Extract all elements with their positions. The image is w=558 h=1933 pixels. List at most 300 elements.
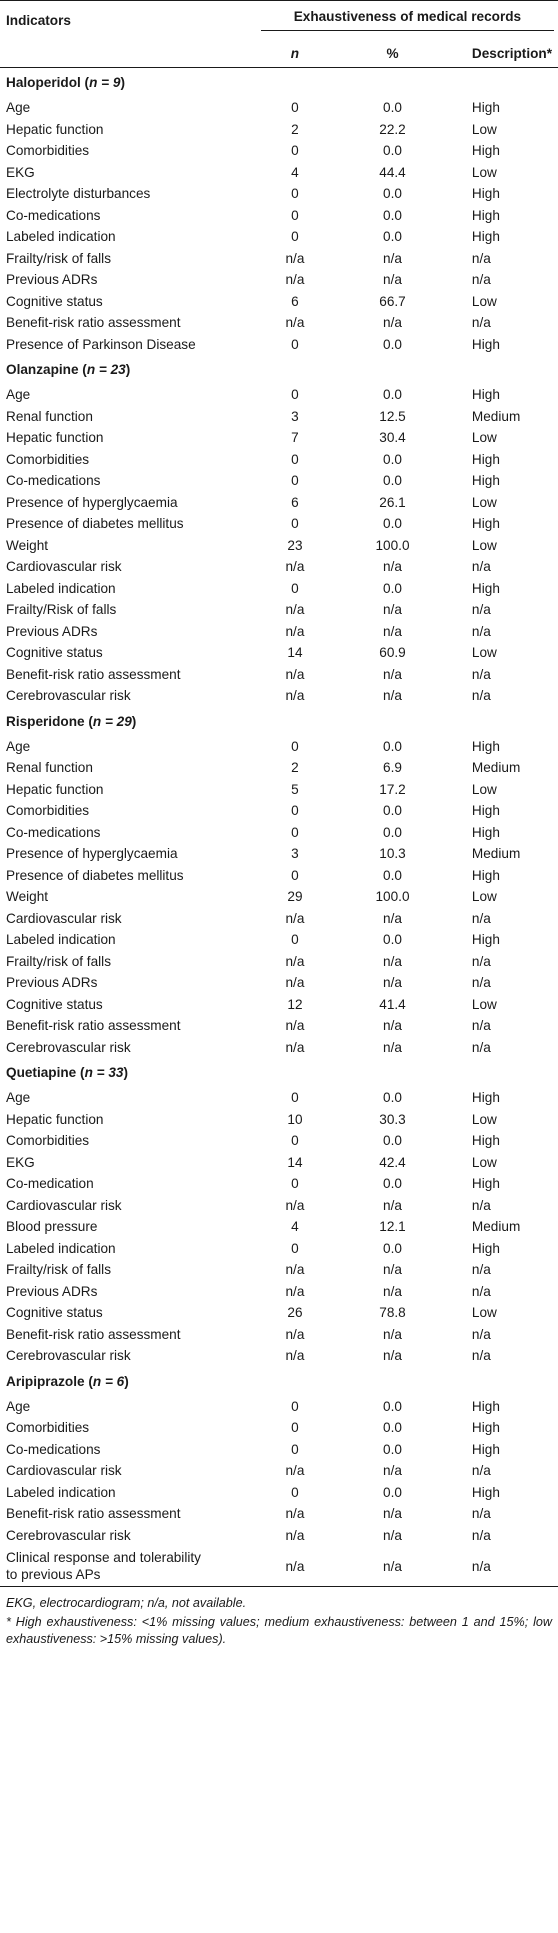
percent-cell: n/a	[383, 1283, 402, 1299]
table-row	[0, 1259, 558, 1281]
description-cell: High	[471, 867, 500, 883]
n-cell: 0	[291, 738, 299, 754]
table-row	[0, 908, 558, 930]
description-cell: n/a	[450, 1546, 558, 1587]
percent-cell: 0.0	[383, 186, 402, 202]
n-cell: n/a	[285, 1326, 305, 1342]
n-cell: 14	[287, 645, 303, 661]
percent-cell: 0.0	[383, 516, 402, 532]
indicator-cell: Age	[6, 1398, 31, 1414]
n-cell: n/a	[285, 1283, 305, 1299]
table-row	[0, 1546, 558, 1587]
group-row-quetiapine	[0, 1058, 558, 1087]
n-cell: 4	[291, 164, 299, 180]
description-cell: n/a	[471, 1018, 491, 1034]
table-row	[0, 972, 558, 994]
indicator-cell: EKG	[6, 164, 35, 180]
description-cell: n/a	[471, 250, 491, 266]
indicator-cell: Cardiovascular risk	[6, 910, 122, 926]
header-row	[0, 1, 558, 40]
indicator-cell: Weight	[6, 889, 49, 905]
description-cell: n/a	[471, 1283, 491, 1299]
indicator-cell: Renal function	[6, 760, 93, 776]
n-cell: n/a	[285, 623, 305, 639]
indicator-cell: Cognitive status	[6, 293, 103, 309]
n-cell: n/a	[285, 1039, 305, 1055]
percent-cell: n/a	[383, 953, 402, 969]
description-cell: Medium	[471, 408, 521, 424]
table-row	[0, 427, 558, 449]
indicator-cell: Benefit-risk ratio assessment	[6, 666, 181, 682]
indicator-cell: Co-medications	[6, 824, 101, 840]
table-row	[0, 843, 558, 865]
percent-cell: 0.0	[383, 1240, 402, 1256]
n-cell: 5	[291, 781, 299, 797]
n-cell: n/a	[285, 975, 305, 991]
n-cell: 0	[291, 473, 299, 489]
table-row	[0, 1037, 558, 1059]
percent-cell: 0.0	[383, 100, 402, 116]
n-cell: n/a	[285, 602, 305, 618]
description-cell: n/a	[471, 910, 491, 926]
percent-cell: n/a	[383, 559, 402, 575]
n-cell: 0	[291, 186, 299, 202]
n-cell: 29	[287, 889, 303, 905]
table-row	[0, 1460, 558, 1482]
indicator-cell: Age	[6, 738, 31, 754]
table-row	[0, 556, 558, 578]
header-percent: %	[335, 39, 450, 68]
description-cell: High	[471, 738, 500, 754]
percent-cell: 0.0	[383, 803, 402, 819]
percent-cell: 0.0	[383, 580, 402, 596]
table-row	[0, 1503, 558, 1525]
description-cell: n/a	[471, 975, 491, 991]
n-cell: n/a	[285, 1463, 305, 1479]
indicator-cell: Presence of Parkinson Disease	[6, 336, 196, 352]
subheader-empty	[0, 39, 255, 68]
n-cell: n/a	[285, 1018, 305, 1034]
table-row	[0, 822, 558, 844]
percent-cell: 0.0	[383, 1420, 402, 1436]
indicator-cell: Benefit-risk ratio assessment	[6, 315, 181, 331]
percent-cell: 12.5	[379, 408, 406, 424]
description-cell: n/a	[471, 602, 491, 618]
table-row	[0, 951, 558, 973]
n-cell: n/a	[285, 953, 305, 969]
subheader-row	[0, 39, 558, 68]
table-row	[0, 470, 558, 492]
indicator-cell: Labeled indication	[6, 229, 116, 245]
percent-cell: n/a	[383, 910, 402, 926]
indicator-cell: Cerebrovascular risk	[6, 688, 131, 704]
percent-cell: n/a	[383, 1262, 402, 1278]
table-row	[0, 1482, 558, 1504]
percent-cell: 0.0	[383, 1133, 402, 1149]
header-exhaustiveness-label: Exhaustiveness of medical records	[261, 9, 554, 31]
table-row	[0, 183, 558, 205]
indicator-cell: EKG	[6, 1154, 35, 1170]
n-cell: n/a	[285, 272, 305, 288]
description-cell: High	[471, 1176, 500, 1192]
percent-cell: 0.0	[383, 229, 402, 245]
table-row	[0, 97, 558, 119]
description-cell: n/a	[471, 666, 491, 682]
n-cell: 0	[291, 803, 299, 819]
n-cell: 6	[291, 293, 299, 309]
description-cell: n/a	[471, 1463, 491, 1479]
description-cell: n/a	[471, 315, 491, 331]
n-cell: 23	[287, 537, 303, 553]
table-row	[0, 599, 558, 621]
description-cell: n/a	[471, 1262, 491, 1278]
percent-cell: n/a	[383, 623, 402, 639]
n-cell: 3	[291, 408, 299, 424]
group-row-aripiprazole	[0, 1367, 558, 1396]
description-cell: High	[471, 1441, 500, 1457]
percent-cell: 0.0	[383, 451, 402, 467]
n-cell: n/a	[285, 1527, 305, 1543]
indicator-cell: Co-medication	[6, 1176, 94, 1192]
table-row	[0, 312, 558, 334]
n-cell: 0	[291, 387, 299, 403]
group-title: Aripiprazole (n = 6)	[6, 1373, 129, 1389]
n-cell: 0	[291, 100, 299, 116]
group-title: Quetiapine (n = 33)	[6, 1065, 129, 1080]
percent-cell: 100.0	[375, 889, 410, 905]
group-title: Olanzapine (n = 23)	[6, 362, 131, 377]
n-cell: 14	[287, 1154, 303, 1170]
description-cell: High	[471, 336, 500, 352]
n-cell: n/a	[285, 666, 305, 682]
indicator-cell: Previous ADRs	[6, 975, 98, 991]
indicator-cell: Previous ADRs	[6, 623, 98, 639]
description-cell: High	[471, 451, 500, 467]
indicator-cell: Frailty/Risk of falls	[6, 602, 117, 618]
indicator-cell: Cognitive status	[6, 996, 103, 1012]
n-cell: 0	[291, 143, 299, 159]
group-row-risperidone	[0, 707, 558, 736]
percent-cell: 17.2	[379, 781, 406, 797]
n-cell: 0	[291, 516, 299, 532]
table-row	[0, 1087, 558, 1109]
n-cell: n/a	[285, 315, 305, 331]
percent-cell: n/a	[383, 666, 402, 682]
description-cell: Medium	[471, 846, 521, 862]
indicator-cell: Hepatic function	[6, 1111, 104, 1127]
indicator-cell: Cerebrovascular risk	[6, 1348, 131, 1364]
percent-cell: 0.0	[383, 1441, 402, 1457]
description-cell: n/a	[471, 1197, 491, 1213]
description-cell: High	[471, 100, 500, 116]
indicator-cell: Clinical response and tolerability to previous APs	[0, 1546, 255, 1587]
indicator-cell: Labeled indication	[6, 1240, 116, 1256]
percent-cell: n/a	[383, 1197, 402, 1213]
group-n: n = 23	[86, 362, 126, 377]
indicator-cell: Age	[6, 100, 31, 116]
percent-cell: 0.0	[383, 867, 402, 883]
n-cell: 0	[291, 1090, 299, 1106]
indicator-cell: Co-medications	[6, 473, 101, 489]
header-description: Description*	[450, 39, 558, 68]
table-row	[0, 140, 558, 162]
n-cell: n/a	[285, 1262, 305, 1278]
description-cell: n/a	[471, 1506, 491, 1522]
table-row	[0, 886, 558, 908]
table-row	[0, 685, 558, 707]
indicator-cell: Comorbidities	[6, 451, 90, 467]
description-cell: High	[471, 824, 500, 840]
percent-cell: 0.0	[383, 1398, 402, 1414]
n-cell: 0	[291, 580, 299, 596]
indicator-cell: Age	[6, 1090, 31, 1106]
indicator-cell: Presence of hyperglycaemia	[6, 846, 178, 862]
n-cell: 0	[291, 1133, 299, 1149]
indicator-cell: Labeled indication	[6, 1484, 116, 1500]
group-n: n = 29	[92, 713, 132, 729]
n-cell: 2	[291, 760, 299, 776]
table-row	[0, 1302, 558, 1324]
group-name: Quetiapine	[6, 1065, 77, 1080]
n-cell: 0	[291, 932, 299, 948]
description-cell: n/a	[471, 272, 491, 288]
table-row	[0, 664, 558, 686]
indicator-cell: Comorbidities	[6, 803, 90, 819]
n-cell: 4	[291, 1219, 299, 1235]
n-cell: 0	[291, 451, 299, 467]
indicator-cell: Benefit-risk ratio assessment	[6, 1506, 181, 1522]
group-name: Olanzapine	[6, 362, 79, 377]
indicator-cell: Presence of diabetes mellitus	[6, 867, 184, 883]
n-cell: 0	[291, 867, 299, 883]
indicator-cell: Cognitive status	[6, 1305, 103, 1321]
indicator-cell: Presence of diabetes mellitus	[6, 516, 184, 532]
indicator-cell: Previous ADRs	[6, 272, 98, 288]
description-cell: n/a	[471, 688, 491, 704]
percent-cell: 0.0	[383, 1176, 402, 1192]
table-row	[0, 1525, 558, 1547]
indicator-cell: Hepatic function	[6, 121, 104, 137]
description-cell: n/a	[471, 623, 491, 639]
group-row-olanzapine	[0, 355, 558, 384]
percent-cell: n/a	[335, 1546, 450, 1587]
table-row	[0, 736, 558, 758]
table-row	[0, 1281, 558, 1303]
description-cell: Low	[471, 164, 497, 180]
header-n: n	[255, 39, 335, 68]
table-row	[0, 269, 558, 291]
indicator-cell: Weight	[6, 537, 49, 553]
table-row	[0, 1109, 558, 1131]
description-cell: Low	[471, 537, 497, 553]
percent-cell: n/a	[383, 1018, 402, 1034]
percent-cell: 30.4	[379, 430, 406, 446]
percent-cell: 0.0	[383, 1090, 402, 1106]
description-cell: High	[471, 1398, 500, 1414]
percent-cell: n/a	[383, 315, 402, 331]
description-cell: High	[471, 207, 500, 223]
table-row	[0, 535, 558, 557]
description-cell: Medium	[471, 1219, 521, 1235]
table-row	[0, 1015, 558, 1037]
n-cell: n/a	[285, 1348, 305, 1364]
description-cell: High	[471, 473, 500, 489]
indicator-cell: Comorbidities	[6, 143, 90, 159]
n-cell: 26	[287, 1305, 303, 1321]
indicator-cell: Comorbidities	[6, 1420, 90, 1436]
indicator-cell: Hepatic function	[6, 430, 104, 446]
table-row	[0, 1396, 558, 1418]
description-cell: Low	[471, 121, 497, 137]
n-cell: 10	[287, 1111, 303, 1127]
n-cell: 0	[291, 1240, 299, 1256]
percent-cell: n/a	[383, 602, 402, 618]
description-cell: Low	[471, 645, 497, 661]
description-cell: High	[471, 580, 500, 596]
group-name: Haloperidol	[6, 75, 81, 90]
percent-cell: 66.7	[379, 293, 406, 309]
description-cell: High	[471, 516, 500, 532]
percent-cell: 0.0	[383, 473, 402, 489]
table-row	[0, 1195, 558, 1217]
indicator-cell: Labeled indication	[6, 932, 116, 948]
n-cell: 0	[291, 229, 299, 245]
percent-cell: 60.9	[379, 645, 406, 661]
group-n: n = 9	[89, 75, 121, 90]
percent-cell: n/a	[383, 250, 402, 266]
table-row	[0, 406, 558, 428]
indicator-cell: Blood pressure	[6, 1219, 98, 1235]
table-row	[0, 119, 558, 141]
table-row	[0, 492, 558, 514]
n-cell: n/a	[285, 1197, 305, 1213]
n-cell: 6	[291, 494, 299, 510]
percent-cell: 30.3	[379, 1111, 406, 1127]
table-row	[0, 162, 558, 184]
percent-cell: 42.4	[379, 1154, 406, 1170]
table-row	[0, 384, 558, 406]
table-row	[0, 1152, 558, 1174]
n-cell: 0	[291, 1441, 299, 1457]
percent-cell: 100.0	[375, 537, 410, 553]
description-cell: High	[471, 803, 500, 819]
description-cell: Low	[471, 430, 497, 446]
percent-cell: 0.0	[383, 932, 402, 948]
footnote-exhaustiveness: * High exhaustiveness: <1% missing values; medium exhaustiveness: between 1 and 15%; low exhaustiveness: >15% missing values).	[6, 1615, 552, 1646]
indicator-cell: Co-medications	[6, 1441, 101, 1457]
table-row	[0, 1130, 558, 1152]
n-cell: 12	[287, 996, 303, 1012]
n-cell: 0	[291, 824, 299, 840]
percent-cell: n/a	[383, 1463, 402, 1479]
description-cell: Low	[471, 781, 497, 797]
percent-cell: n/a	[383, 1039, 402, 1055]
indicator-cell: Cerebrovascular risk	[6, 1039, 131, 1055]
percent-cell: 0.0	[383, 738, 402, 754]
percent-cell: n/a	[383, 975, 402, 991]
percent-cell: n/a	[383, 1506, 402, 1522]
table-row	[0, 800, 558, 822]
description-cell: High	[471, 1484, 500, 1500]
table-row	[0, 757, 558, 779]
description-cell: High	[471, 932, 500, 948]
percent-cell: 0.0	[383, 1484, 402, 1500]
table-row	[0, 1417, 558, 1439]
description-cell: High	[471, 143, 500, 159]
table-row	[0, 449, 558, 471]
percent-cell: 0.0	[383, 824, 402, 840]
indicator-cell: Presence of hyperglycaemia	[6, 494, 178, 510]
percent-cell: 78.8	[379, 1305, 406, 1321]
percent-cell: 12.1	[379, 1219, 406, 1235]
indicator-cell: Cardiovascular risk	[6, 1197, 122, 1213]
n-cell: n/a	[285, 559, 305, 575]
table-row	[0, 1173, 558, 1195]
indicator-cell: Co-medications	[6, 207, 101, 223]
footnote-abbreviations: EKG, electrocardiogram; n/a, not available.	[6, 1596, 247, 1610]
table-row	[0, 929, 558, 951]
n-cell: 0	[291, 1398, 299, 1414]
n-cell: 3	[291, 846, 299, 862]
table-row	[0, 248, 558, 270]
indicator-cell: Cerebrovascular risk	[6, 1527, 131, 1543]
percent-cell: n/a	[383, 272, 402, 288]
indicator-cell: Labeled indication	[6, 580, 116, 596]
table-row	[0, 1324, 558, 1346]
percent-cell: 6.9	[383, 760, 402, 776]
description-cell: High	[471, 1420, 500, 1436]
description-cell: Low	[471, 293, 497, 309]
description-cell: Low	[471, 1154, 497, 1170]
group-n: n = 33	[84, 1065, 124, 1080]
indicator-cell: Comorbidities	[6, 1133, 90, 1149]
percent-cell: 0.0	[383, 387, 402, 403]
table-row	[0, 334, 558, 356]
indicator-cell: Frailty/risk of falls	[6, 1262, 111, 1278]
n-cell: 0	[291, 1484, 299, 1500]
table-row	[0, 994, 558, 1016]
n-cell: 0	[291, 1420, 299, 1436]
n-cell: 0	[291, 336, 299, 352]
n-cell: n/a	[285, 250, 305, 266]
n-cell: 0	[291, 207, 299, 223]
description-cell: n/a	[471, 1039, 491, 1055]
table-footnotes	[0, 1587, 558, 1648]
description-cell: Low	[471, 494, 497, 510]
table-row	[0, 291, 558, 313]
table-row	[0, 642, 558, 664]
n-cell: n/a	[285, 1506, 305, 1522]
table-row	[0, 226, 558, 248]
percent-cell: 0.0	[383, 336, 402, 352]
description-cell: High	[471, 1240, 500, 1256]
n-cell: 7	[291, 430, 299, 446]
percent-cell: n/a	[383, 1348, 402, 1364]
table-row	[0, 779, 558, 801]
table-row	[0, 1216, 558, 1238]
table-row	[0, 621, 558, 643]
table-row	[0, 578, 558, 600]
description-cell: High	[471, 1090, 500, 1106]
indicator-cell: Benefit-risk ratio assessment	[6, 1018, 181, 1034]
percent-cell: 10.3	[379, 846, 406, 862]
description-cell: High	[471, 387, 500, 403]
percent-cell: 26.1	[379, 494, 406, 510]
indicator-cell: Frailty/risk of falls	[6, 250, 111, 266]
indicator-cell: Benefit-risk ratio assessment	[6, 1326, 181, 1342]
group-n: n = 6	[92, 1373, 125, 1389]
group-row-haloperidol	[0, 68, 558, 98]
